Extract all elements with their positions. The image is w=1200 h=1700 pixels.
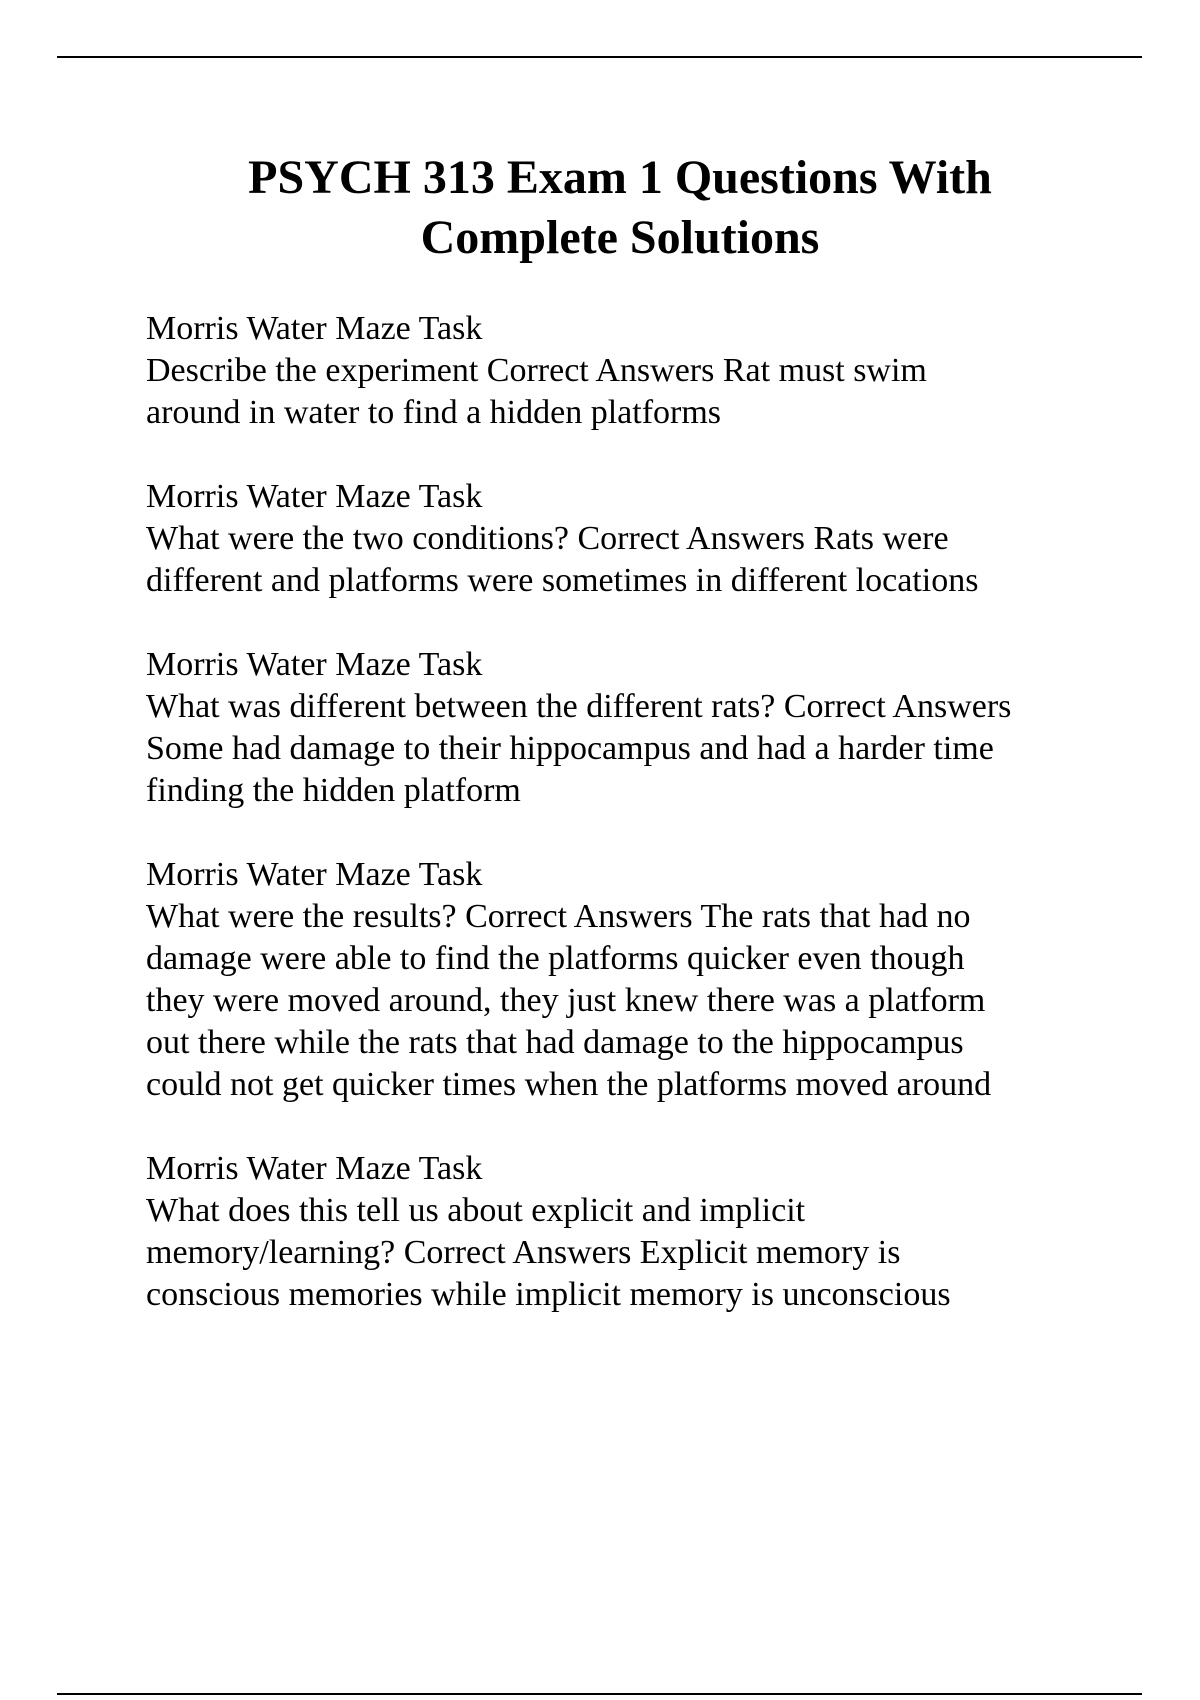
entry-text-line: they were moved around, they just knew there was a platform [146,982,986,1019]
entry-heading: Morris Water Maze Task [146,1150,483,1187]
entry-heading: Morris Water Maze Task [146,856,483,893]
entry-text-line: out there while the rats that had damage to the hippocampus [146,1024,964,1061]
qa-entry-2 [146,476,1146,602]
entry-text-line: could not get quicker times when the platforms moved around [146,1066,992,1103]
entry-text-line: damage were able to find the platforms quicker even though [146,940,965,977]
entry-text-line: What were the two conditions? Correct Answers Rats were [146,520,949,557]
entry-text-line: Describe the experiment Correct Answers Rat must swim [146,352,927,389]
entry-heading: Morris Water Maze Task [146,646,483,683]
entry-text-line: different and platforms were sometimes in different locations [146,562,979,599]
title-line-2: Complete Solutions [420,211,820,264]
entry-text-line: What were the results? Correct Answers The rats that had no [146,898,971,935]
entry-heading: Morris Water Maze Task [146,478,483,515]
page-title [0,148,1200,268]
entry-heading: Morris Water Maze Task [146,310,483,347]
entry-text-line: around in water to find a hidden platforms [146,394,722,431]
top-divider [57,56,1142,58]
title-line-1: PSYCH 313 Exam 1 Questions With [248,151,992,204]
entry-text-line: What was different between the different rats? Correct Answers [146,688,1012,725]
qa-entry-4 [146,854,1146,1106]
entry-text-line: memory/learning? Correct Answers Explicit memory is [146,1234,901,1271]
qa-entry-5 [146,1148,1146,1316]
bottom-divider [57,1693,1142,1695]
entry-text-line: What does this tell us about explicit and implicit [146,1192,806,1229]
qa-entry-3 [146,644,1146,812]
entry-text-line: finding the hidden platform [146,772,521,809]
entry-text-line: Some had damage to their hippocampus and had a harder time [146,730,994,767]
entry-text-line: conscious memories while implicit memory is unconscious [146,1276,951,1313]
qa-entry-1 [146,308,1146,434]
document-body [146,308,1146,1358]
